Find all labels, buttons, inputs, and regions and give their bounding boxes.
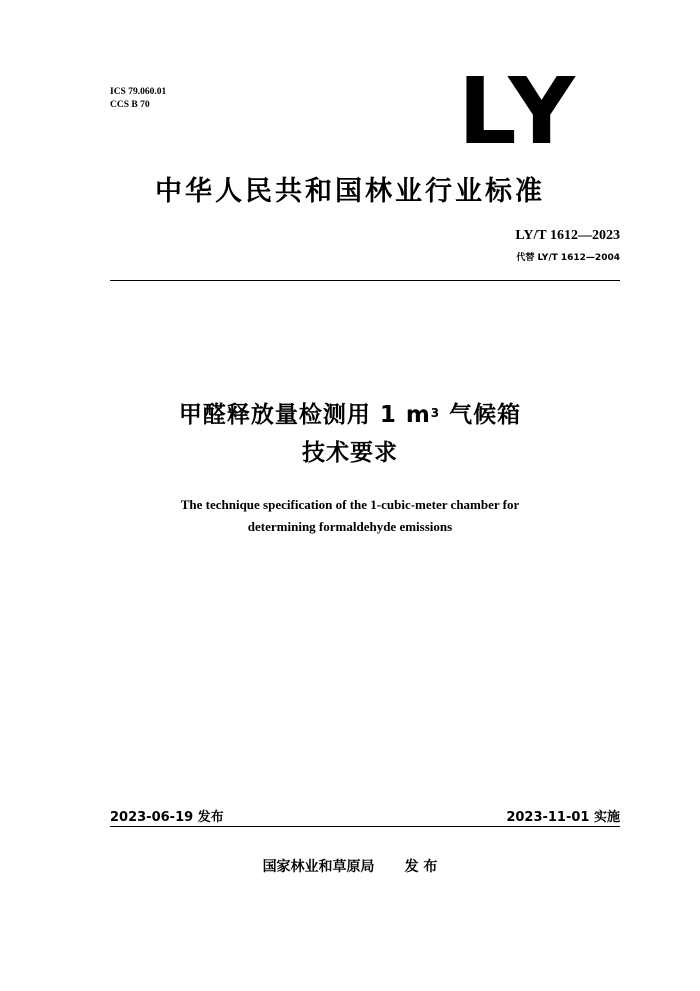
standard-number: LY/T 1612—2023	[515, 228, 620, 243]
chinese-title-line1: 甲醛释放量检测用 1 $m^3$ 气候箱	[178, 402, 522, 428]
publisher-name: 国家林业和草原局	[262, 859, 375, 875]
standard-logo: LY	[458, 58, 581, 165]
top-divider	[110, 280, 620, 281]
publish-action: 发 布	[404, 859, 438, 875]
english-title-line2: determining formaldehyde emissions	[247, 519, 453, 534]
bottom-divider	[110, 826, 620, 827]
superscript-3: 3	[430, 406, 441, 420]
english-title	[0, 494, 700, 538]
chinese-title-line2: 技术要求	[302, 440, 398, 466]
classification-codes	[110, 86, 166, 112]
publisher-line	[0, 856, 700, 876]
english-title-line1: The technique specification of the 1-cubic-meter chamber for	[180, 497, 520, 512]
issue-date: 2023-06-19 发布	[110, 810, 224, 825]
replaces-standard: 代替 LY/T 1612—2004	[516, 253, 620, 263]
chinese-title	[0, 396, 700, 472]
standard-category-name: 中华人民共和国林业行业标准	[155, 176, 545, 207]
ccs-code: CCS B 70	[110, 100, 150, 110]
ics-code: ICS 79.060.01	[110, 87, 167, 97]
implementation-date: 2023-11-01 实施	[506, 810, 620, 825]
